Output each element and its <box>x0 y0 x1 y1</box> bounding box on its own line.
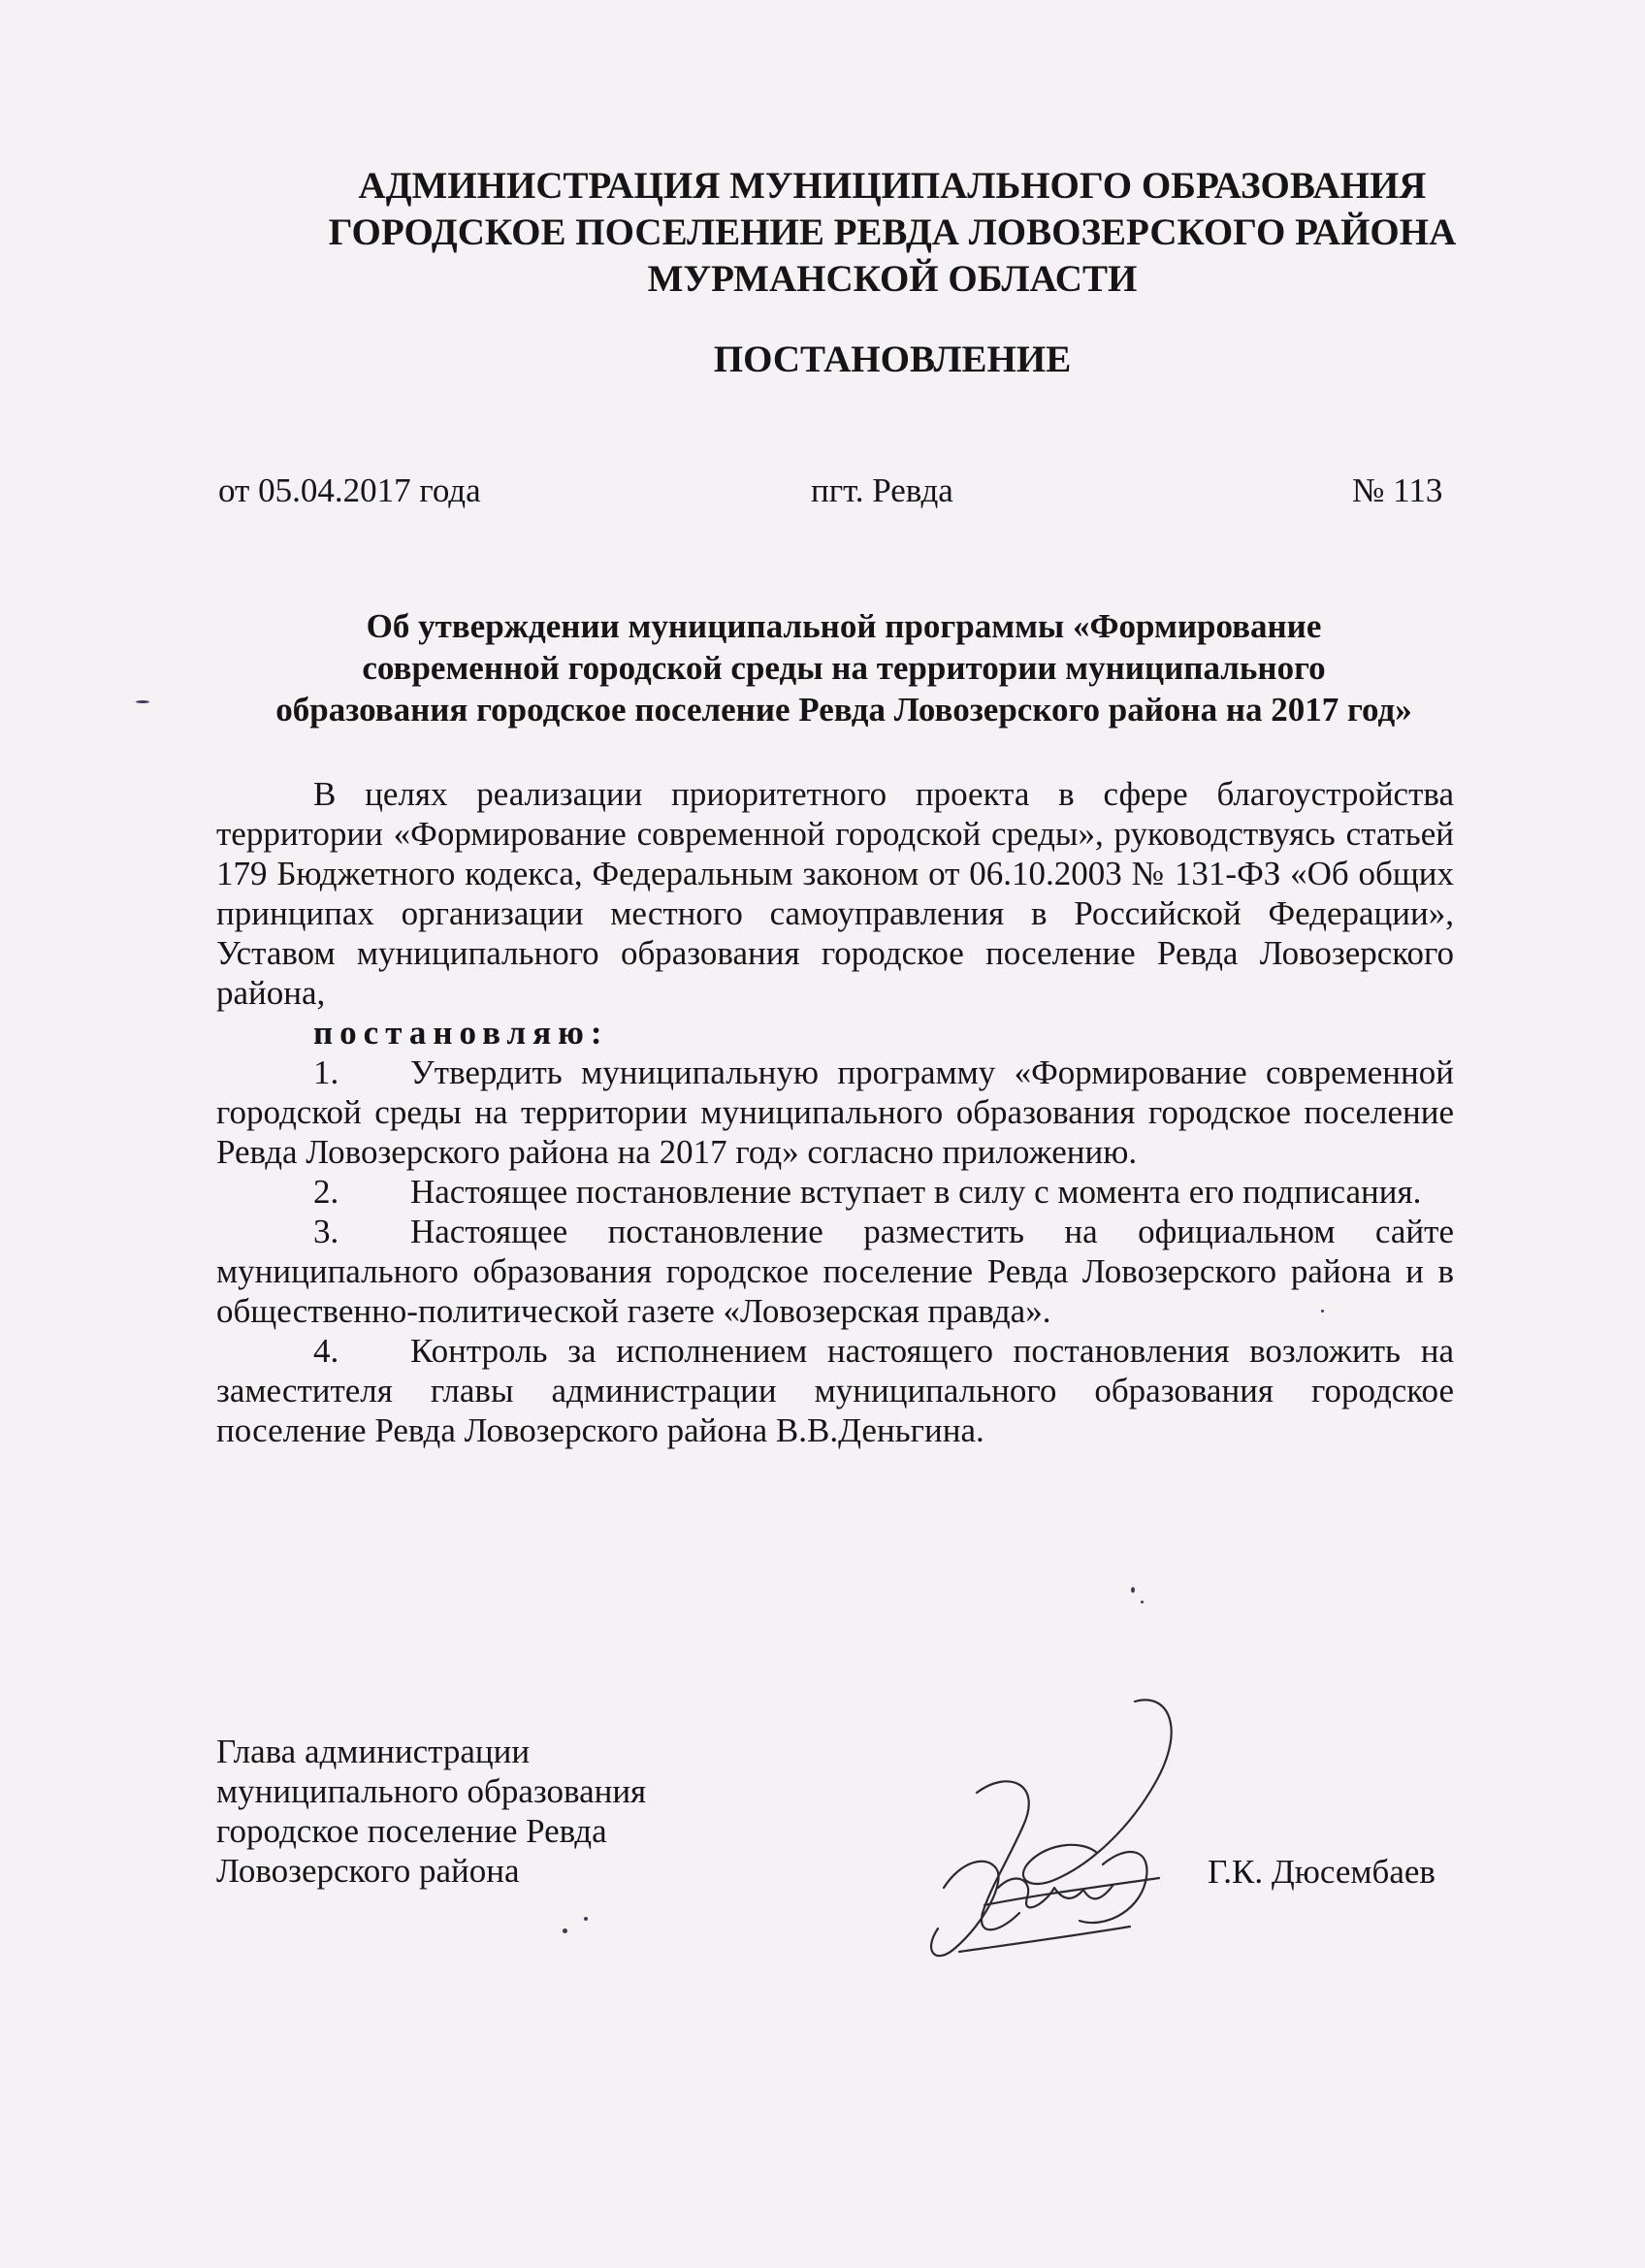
scan-speck <box>1321 1310 1324 1312</box>
list-item <box>216 1331 1454 1450</box>
item-number: 2. <box>313 1173 339 1211</box>
handwritten-signature <box>926 1698 1217 1979</box>
document-place: пгт. Ревда <box>811 471 953 509</box>
signatory-line-4: Ловозерского района <box>216 1852 520 1890</box>
signatory-line-1: Глава администрации <box>216 1733 531 1770</box>
subject-line-2: современной городской среды на территории муниципального <box>362 649 1326 687</box>
item-text: Настоящее постановление разместить на официальном сайте муниципального образования городское поселение Ревда Ловозерского района и в общественно-политической газете «Ловозерская правда». <box>216 1213 1454 1330</box>
list-item <box>216 1212 1454 1331</box>
subject-line-1: Об утверждении муниципальной программы «Формирование <box>366 607 1322 645</box>
scan-speck <box>563 1928 567 1933</box>
item-number: 3. <box>313 1213 339 1250</box>
scan-speck <box>136 700 149 703</box>
scan-speck <box>1131 1587 1135 1593</box>
item-number: 1. <box>313 1053 339 1091</box>
signatory-name: Г.К. Дюсембаев <box>1208 1853 1435 1891</box>
item-text: Утвердить муниципальную программу «Формирование современной городской среды на территории муниципального образования городское поселение Ревда Ловозерского района на 2017 год» согласно приложению. <box>216 1053 1454 1171</box>
item-text: Настоящее постановление вступает в силу с момента его подписания. <box>410 1173 1422 1211</box>
issuer-line-3: МУРМАНСКОЙ ОБЛАСТИ <box>647 258 1138 300</box>
item-number: 4. <box>313 1332 339 1370</box>
issuer-line-1: АДМИНИСТРАЦИЯ МУНИЦИПАЛЬНОГО ОБРАЗОВАНИЯ <box>358 165 1427 207</box>
list-item <box>216 1172 1454 1212</box>
issuer-header <box>291 163 1494 303</box>
item-text: Контроль за исполнением настоящего постановления возложить на заместителя главы администрации муниципального образования городское поселение Ревда Ловозерского района В.В.Деньгина. <box>216 1332 1454 1449</box>
document-date: от 05.04.2017 года <box>218 471 481 509</box>
scan-speck <box>1141 1601 1144 1604</box>
signatory-title <box>216 1732 646 1891</box>
preamble-paragraph: В целях реализации приоритетного проекта в сфере благоустройства территории «Формирование современной городской среды», руководствуясь статьей 179 Бюджетного кодекса, Федеральным законом от 06.10.2003 № 131-ФЗ «Об общих принципах организации местного самоуправления в Российской Федерации», Уставом муниципального образования городское поселение Ревда Ловозерского района, <box>216 775 1454 1012</box>
scan-speck <box>584 1917 588 1921</box>
document-type: ПОСТАНОВЛЕНИЕ <box>713 339 1072 380</box>
list-item <box>216 1053 1454 1172</box>
signatory-line-3: городское поселение Ревда <box>216 1812 607 1850</box>
signatory-line-2: муниципального образования <box>216 1772 647 1810</box>
document-subject <box>194 605 1494 730</box>
issuer-line-2: ГОРОДСКОЕ ПОСЕЛЕНИЕ РЕВДА ЛОВОЗЕРСКОГО РАЙОНА <box>328 211 1457 253</box>
document-number: № 113 <box>1352 471 1443 509</box>
document-body <box>216 774 1454 1450</box>
decree-word: постановляю: <box>313 1014 609 1052</box>
subject-line-3: образования городское поселение Ревда Ловозерского района на 2017 год» <box>275 691 1412 729</box>
